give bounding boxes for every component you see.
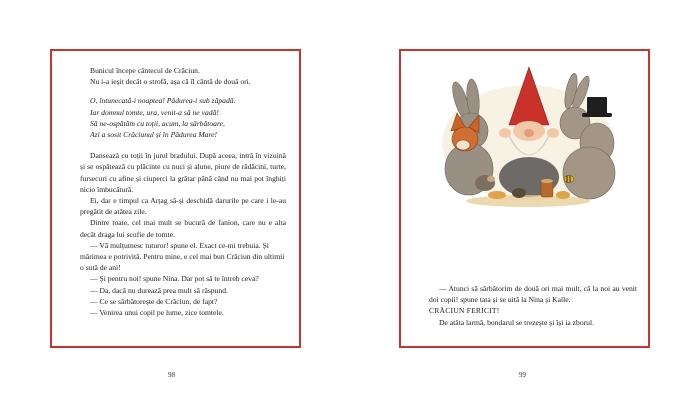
page-number-left: 98 [168,371,175,379]
paragraph: De atâta larmă, bondarul se trezește și își ia zborul. [439,317,594,327]
dialog-line: — Ce se sărbătorește de Crăciun, de fapt? [90,296,218,306]
page-number-right: 99 [519,371,526,379]
poem-line: Iar domnul tomte, ura, venit-a să ne vadă! [90,107,219,117]
poem-line: O, întunecată-i noaptea! Pădurea-i sub zăpadă. [90,96,236,106]
dialog-line: — Atunci să sărbătorim de două ori mai mult, că la noi au venit doi copii! spune tata și se uită la Nina și Kalle. [429,284,637,305]
paragraph: Ei, dar e timpul ca Arțag să-și deschidă darurile pe care i le-au pregătit de atâtea zile. [80,196,286,217]
bumblebee-drawing [564,176,574,183]
left-page-frame [50,49,301,348]
tomte-animals-illustration [439,61,617,211]
poem-line: Azi a sosit Crăciunul și în Pădurea Mare! [90,130,218,140]
right-page-text [429,283,637,328]
dialog-line: — Vă mulțumesc tuturor! spune el. Exact ce-mi trebuia. Și mărimea e potrivită. Pentru mine, e cel mai bun Crăciun din ultimii o sută de ani! [80,240,285,273]
paragraph: Dintre toate, cel mai mult se bucură de fanion, care nu e alta decât draga lui scufie de tomte. [80,218,286,239]
dialog-line: — Venirea unui copil pe lume, zice tomtele. [90,308,224,318]
dialog-line: — Da, dacă nu durează prea mult să răspund. [90,285,228,295]
paragraph: Bunicul începe cântecul de Crăciun. [90,66,200,75]
poem [90,95,286,140]
paragraph: Dansează cu toții în jurul bradului. După aceea, intră în vizuină și se ospătează cu plăcinte cu nuci și alune, piure de rădăcini, turte, fursecuri cu afine și ciuperci la grătar până când nu mai pot înghiți nicio îmbucătură. [80,151,286,194]
dialog-line: — Și pentru noi! spune Nina. Dar pot să te întreb ceva? [90,274,259,284]
left-page-text [80,65,286,318]
right-page-frame [399,49,650,348]
poem-line: Să ne-ospătăm cu toții, acum, la sărbătoare, [90,118,225,128]
paragraph: Nu i-a ieșit decât o strofă, așa că îl cântă de două ori. [90,77,251,87]
shout-line: CRĂCIUN FERICIT! [429,306,500,316]
